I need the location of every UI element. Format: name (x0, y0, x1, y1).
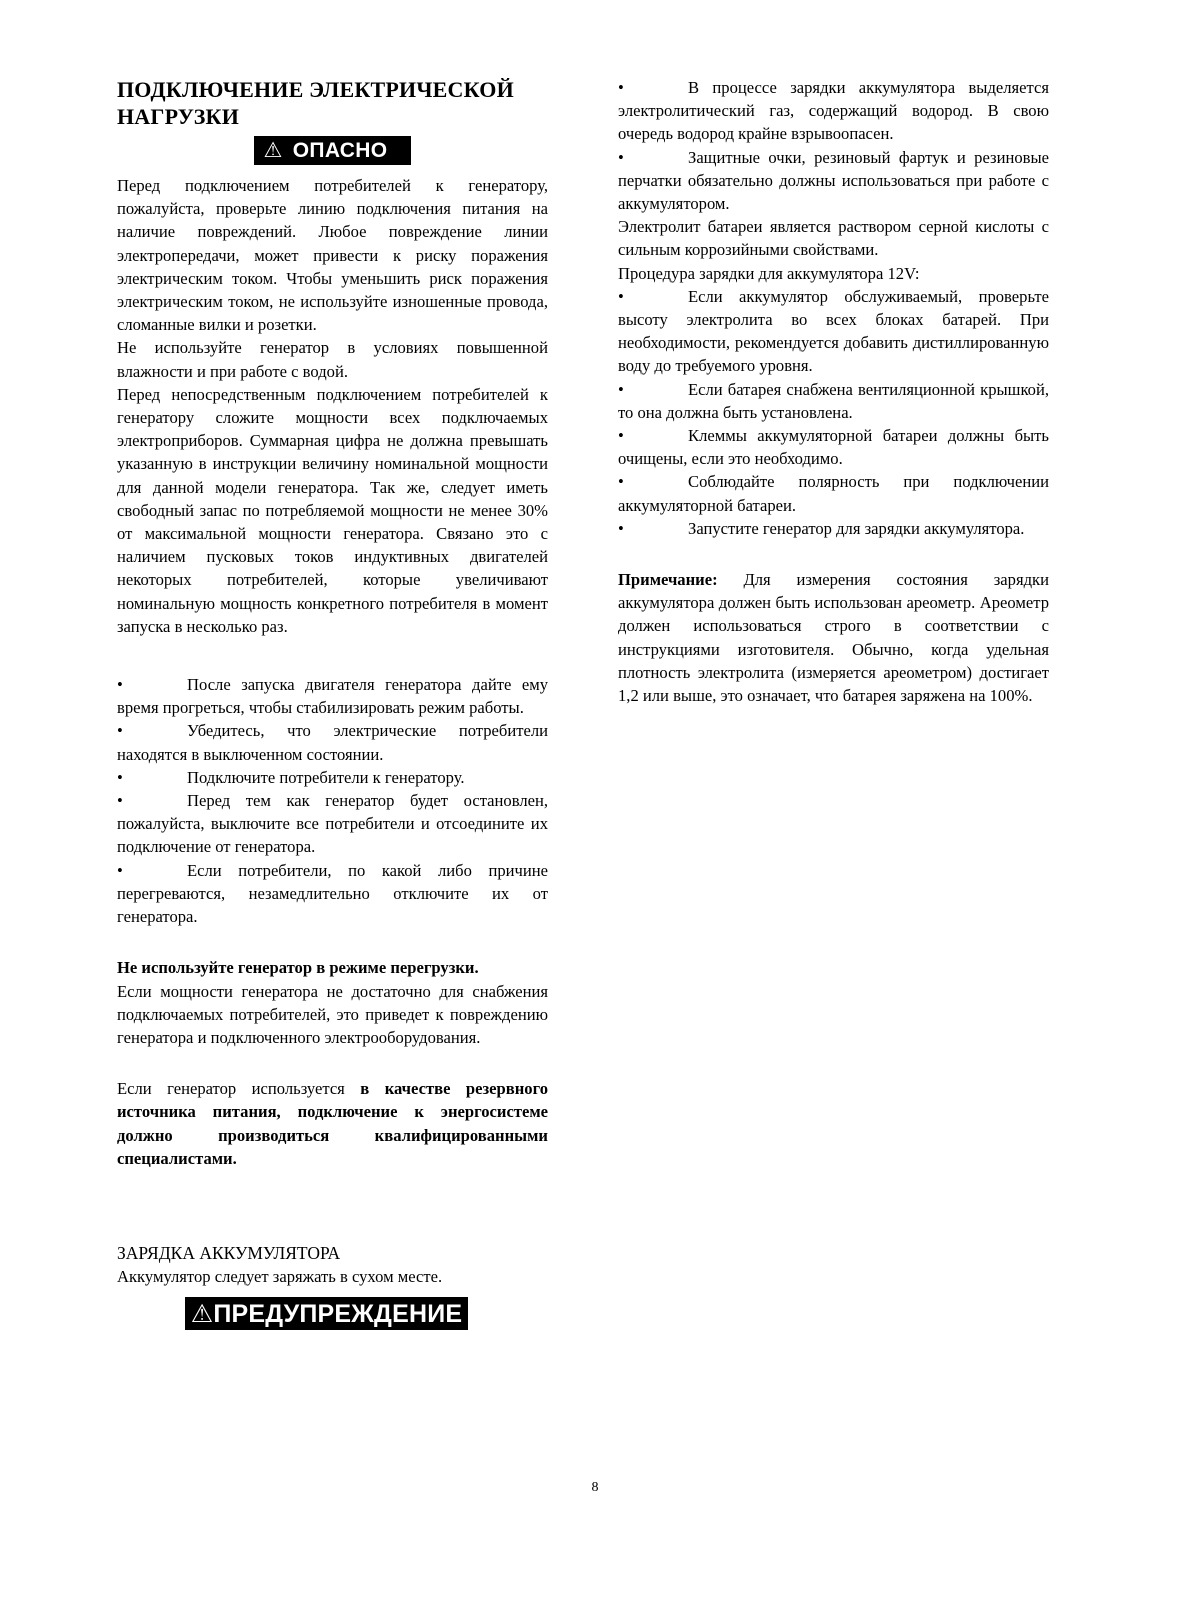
bullet-icon: • (117, 721, 123, 741)
list-item: • Перед тем как генератор будет остановлен, пожалуйста, выключите все потребители и отсоедините их подключение от генератора. (117, 791, 548, 857)
paragraph-check-line: Перед подключением потребителей к генератору, пожалуйста, проверьте линию подключения питания на наличие повреждений. Любое повреждение линии электропередачи, может привести к риску поражения электрическим током. Чтобы уменьшить риск поражения электрическим током, не используйте изношенные провода, сломанные вилки и розетки. (117, 176, 548, 335)
charging-text: Аккумулятор следует заряжать в сухом месте. (117, 1267, 443, 1287)
paragraph-power-sum: Перед непосредственным подключением потребителей к генератору сложите мощности всех подключаемых электроприборов. Суммарная цифра не должна превышать указанную в инструкции величину номинальной мощности для данной модели генератора. Так же, следует иметь свободный запас по потребляемой мощности не менее 30% от максимальной мощности генератора. Связано это с наличием пусковых токов индуктивных двигателей некоторых потребителей, которые увеличивают номинальную мощность конкретного потребителя в момент запуска в несколько раз. (117, 384, 548, 636)
list-item: • Если потребители, по какой либо причине перегреваются, незамедлительно отключите их от генератора. (117, 860, 548, 927)
charging-heading: ЗАРЯДКА АККУМУЛЯТОРА (117, 1242, 341, 1263)
bullet-icon: • (117, 791, 123, 811)
page-number: 8 (591, 1480, 599, 1495)
bullet-icon: • (618, 147, 624, 167)
note-paragraph: Примечание: Для измерения состояния зарядки аккумулятора должен быть использован ареометр. Ареометр должен использоваться строго в соответствии с инструкциями изготовителя. Обычно, когда удельная плотность электролита (измеряется ареометром) достигает 1,2 или выше, это означает, что батарея заряжена на 100%. (618, 570, 1049, 706)
warning-triangle-icon: ⚠ (263, 139, 283, 162)
list-item: • Запустите генератор для зарядки аккумулятора. (618, 517, 1049, 540)
warning-triangle-icon: ⚠ (190, 1300, 214, 1329)
procedure-heading: Процедура зарядки для аккумулятора 12V: (618, 263, 920, 283)
list-item: • Защитные очки, резиновый фартук и резиновые перчатки обязательно должны использоваться при работе с аккумулятором. (618, 147, 1049, 214)
warning-badge (185, 1297, 469, 1330)
bullet-icon: • (618, 518, 624, 538)
reserve-paragraph: Если генератор используется в качестве резервного источника питания, подключение к энергосистеме должно производиться квалифицированными специалистами. (117, 1079, 549, 1168)
danger-badge-label: ОПАСНО (292, 139, 388, 162)
danger-badge-wrap (117, 136, 548, 165)
list-item: • Если аккумулятор обслуживаемый, проверьте высоту электролита во всех блоках батарей. При необходимости, рекомендуется добавить дистиллированную воду до требуемого уровня. (618, 286, 1049, 376)
right-column (618, 76, 1049, 707)
left-column (117, 76, 548, 1330)
bullet-icon: • (618, 286, 624, 306)
paragraph-humidity: Не используйте генератор в условиях повышенной влажности и при работе с водой. (117, 338, 548, 381)
bullet-icon: • (618, 379, 624, 399)
list-item: • В процессе зарядки аккумулятора выделяется электролитический газ, содержащий водород. В свою очередь водород крайне взрывоопасен. (618, 78, 1049, 144)
warning-badge-wrap (117, 1297, 548, 1330)
section-heading: ПОДКЛЮЧЕНИЕ ЭЛЕКТРИЧЕСКОЙ НАГРУЗКИ (117, 77, 514, 129)
list-item: • Убедитесь, что электрические потребители находятся в выключенном состоянии. (117, 721, 548, 764)
list-item: • Если батарея снабжена вентиляционной крышкой, то она должна быть установлена. (618, 379, 1049, 422)
list-item: • Соблюдайте полярность при подключении аккумуляторной батареи. (618, 472, 1049, 515)
warning-badge-label: ПРЕДУПРЕЖДЕНИЕ (213, 1300, 463, 1329)
bullet-icon: • (618, 472, 624, 492)
list-item: • Клеммы аккумуляторной батареи должны быть очищены, если это необходимо. (618, 426, 1049, 469)
bullet-icon: • (117, 675, 123, 695)
overload-warning-text: Если мощности генератора не достаточно для снабжения подключаемых потребителей, это приведет к повреждению генератора и подключенного электрооборудования. (117, 981, 548, 1047)
danger-badge (254, 136, 412, 165)
overload-warning-bold: Не используйте генератор в режиме перегрузки. (117, 958, 479, 978)
bullet-icon: • (117, 767, 123, 787)
bullet-icon: • (618, 426, 624, 446)
list-item: • Подключите потребители к генератору. (117, 766, 548, 789)
bullet-icon: • (618, 78, 624, 97)
list-item: • После запуска двигателя генератора дайте ему время прогреться, чтобы стабилизировать режим работы. (117, 675, 548, 718)
bullet-icon: • (117, 860, 123, 880)
electrolyte-paragraph: Электролит батареи является раствором серной кислоты с сильным коррозийными свойствами. (618, 217, 1049, 260)
